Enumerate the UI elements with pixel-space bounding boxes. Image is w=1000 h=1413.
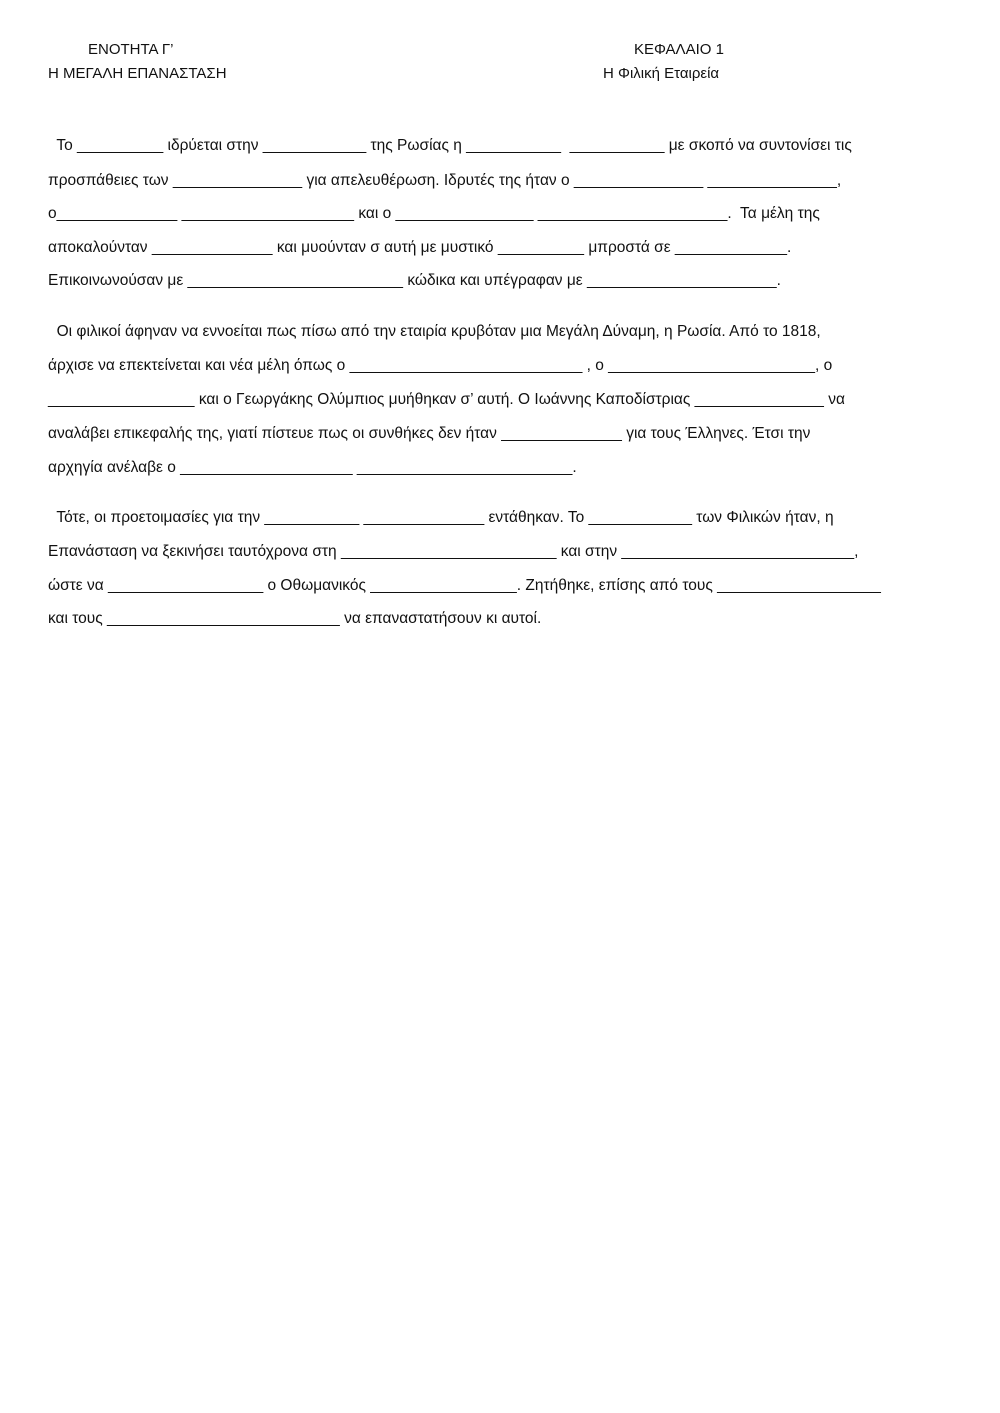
paragraph2-line: άρχισε να επεκτείνεται και νέα μέλη όπως ο ___________________________ , ο ________________________, ο [48, 357, 833, 374]
paragraph2-line: αναλάβει επικεφαλής της, γιατί πίστευε πως οι συνθήκες δεν ήταν ______________ για τους Έλληνες. Έτσι την [48, 425, 811, 442]
paragraph1-line: ο______________ ____________________ και ο ________________ ______________________. Τα μέλη της [48, 205, 820, 222]
paragraph1-line: προσπάθειες των _______________ για απελευθέρωση. Ιδρυτές της ήταν ο _______________ _______________, [48, 172, 842, 189]
paragraph2-line: Οι φιλικοί άφηναν να εννοείται πως πίσω από την εταιρία κρυβόταν μια Μεγάλη Δύναμη, η Ρωσία. Από το 1818, [48, 323, 821, 340]
paragraph2-line: αρχηγία ανέλαβε ο ____________________ _________________________. [48, 459, 577, 476]
paragraph1-line: Επικοινωνούσαν με _________________________ κώδικα και υπέγραφαν με ______________________. [48, 272, 781, 289]
paragraph3-line: ώστε να __________________ ο Οθωμανικός _________________. Ζητήθηκε, επίσης από τους ___________________ [48, 577, 881, 594]
chapter-label: ΚΕΦΑΛΑΙΟ 1 [634, 41, 724, 58]
header-left [48, 38, 227, 86]
paragraph3-line: και τους ___________________________ να επαναστατήσουν κι αυτοί. [48, 610, 542, 627]
paragraph1-line: Το __________ ιδρύεται στην ____________ της Ρωσίας η ___________ ___________ με σκοπό να συντονίσει τις [48, 137, 852, 154]
paragraph2-line: _________________ και ο Γεωργάκης Ολύμπιος μυήθηκαν σ’ αυτή. Ο Ιωάννης Καποδίστριας _______________ να [48, 391, 845, 408]
unit-label: ΕΝΟΤΗΤΑ Γ’ [88, 41, 174, 58]
header-right [603, 38, 724, 86]
paragraph3-line: Επανάσταση να ξεκινήσει ταυτόχρονα στη _________________________ και στην ___________________________, [48, 543, 859, 560]
paragraph1-line: αποκαλούνταν ______________ και μυούνταν σ αυτή με μυστικό __________ μπροστά σε _____________. [48, 239, 792, 256]
paragraph3-line: Τότε, οι προετοιμασίες για την ___________ ______________ εντάθηκαν. Το ____________ των Φιλικών ήταν, η [48, 509, 834, 526]
unit-title: Η ΜΕΓΑΛΗ ΕΠΑΝΑΣΤΑΣΗ [48, 65, 227, 82]
chapter-title: Η Φιλική Εταιρεία [603, 65, 720, 82]
